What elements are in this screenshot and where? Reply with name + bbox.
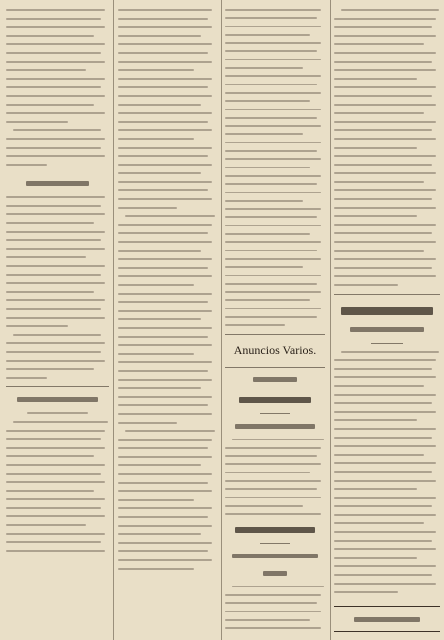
section-heading — [341, 307, 432, 315]
column-rule — [330, 0, 331, 640]
column-1 — [6, 6, 109, 632]
column-rule — [113, 0, 114, 640]
column-3 — [225, 6, 325, 632]
section-heading-box — [334, 606, 440, 632]
section-heading — [239, 397, 311, 404]
section-heading — [235, 424, 315, 428]
section-heading — [354, 617, 420, 622]
section-heading — [17, 397, 97, 402]
section-heading — [232, 554, 318, 558]
column-2 — [118, 6, 216, 632]
column-4 — [334, 6, 440, 632]
column-rule — [221, 0, 222, 640]
section-heading — [350, 327, 424, 332]
date-line — [253, 377, 297, 381]
section-heading — [263, 571, 287, 575]
section-heading — [26, 181, 90, 186]
section-heading — [235, 527, 315, 534]
section-title-anuncios: Anuncios Varios. — [233, 343, 317, 358]
